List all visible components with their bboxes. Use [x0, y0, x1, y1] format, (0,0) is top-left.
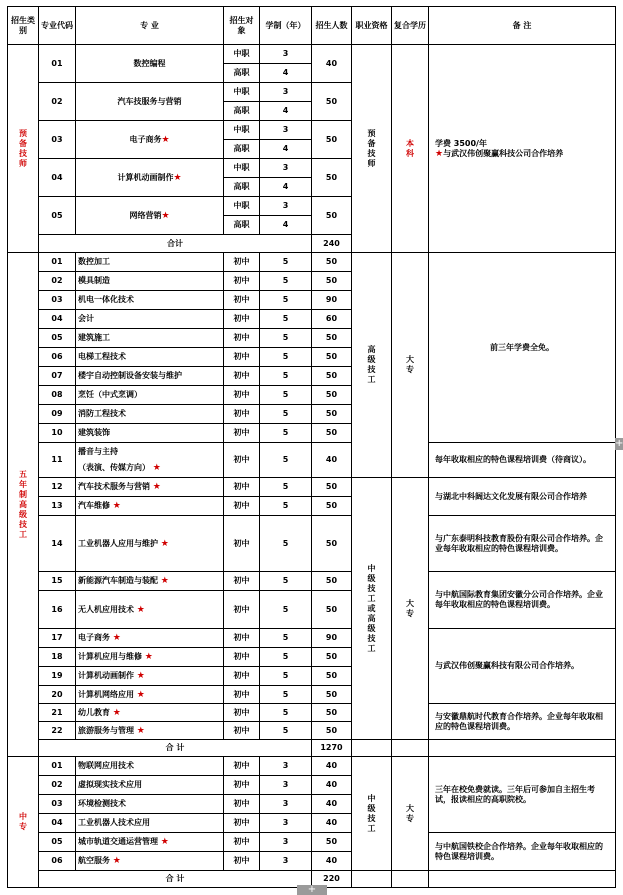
star-icon: ★ — [112, 633, 121, 643]
enroll-cell: 40 — [312, 852, 352, 871]
major-cell — [76, 159, 224, 197]
major-cell — [76, 253, 224, 272]
star-icon: ★ — [136, 725, 145, 736]
target-cell: 初中 — [224, 497, 260, 516]
remark-cell — [429, 572, 616, 629]
enroll-cell: 50 — [312, 704, 352, 722]
remark-text: 与广东泰明科技教育股份有限公司合作培养。企业每年收取相应的特色课程培训费。 — [435, 533, 603, 553]
major-name: 旅游服务与管理 — [78, 725, 134, 735]
code-cell: 01 — [39, 45, 76, 83]
target-cell: 初中 — [224, 367, 260, 386]
major-name: 航空服务 — [78, 856, 110, 865]
code-cell: 04 — [39, 159, 76, 197]
qualification-cell: 预 备 技 师 — [352, 45, 392, 253]
target-cell: 初中 — [224, 516, 260, 572]
code-cell: 01 — [39, 253, 76, 272]
duration-cell: 5 — [260, 497, 312, 516]
major-name: 数控加工 — [78, 257, 110, 266]
enroll-cell: 50 — [312, 405, 352, 424]
target-cell: 高职 — [224, 64, 260, 83]
total-value: 240 — [312, 235, 352, 253]
target-cell: 初中 — [224, 757, 260, 776]
code-cell: 17 — [39, 629, 76, 648]
expand-bottom-handle[interactable]: + — [297, 885, 327, 895]
star-icon: ★ — [160, 538, 169, 549]
major-cell — [76, 329, 224, 348]
duration-cell: 3 — [260, 121, 312, 140]
major-name: 汽车维修 — [78, 501, 110, 510]
code-cell: 02 — [39, 776, 76, 795]
code-cell: 11 — [39, 443, 76, 478]
duration-cell: 3 — [260, 83, 312, 102]
code-cell: 01 — [39, 757, 76, 776]
major-cell — [76, 45, 224, 83]
duration-cell: 3 — [260, 45, 312, 64]
target-cell: 初中 — [224, 795, 260, 814]
target-cell: 初中 — [224, 272, 260, 291]
enroll-cell: 50 — [312, 272, 352, 291]
enroll-cell: 50 — [312, 667, 352, 686]
major-cell — [76, 648, 224, 667]
major-name: 幼儿教育 — [78, 707, 110, 717]
degree-cell: 本 科 — [392, 45, 429, 253]
enroll-cell: 50 — [312, 329, 352, 348]
duration-cell: 5 — [260, 667, 312, 686]
enroll-cell: 50 — [312, 386, 352, 405]
code-cell: 15 — [39, 572, 76, 591]
star-icon: ★ — [112, 856, 121, 866]
enroll-cell: 40 — [312, 776, 352, 795]
major-cell — [76, 795, 224, 814]
remark-cell — [429, 629, 616, 704]
enroll-cell: 50 — [312, 572, 352, 591]
empty-cell — [392, 740, 429, 757]
table-row — [8, 45, 616, 64]
duration-cell: 5 — [260, 310, 312, 329]
enroll-cell: 50 — [312, 591, 352, 629]
code-cell: 05 — [39, 197, 76, 235]
enroll-cell: 40 — [312, 45, 352, 83]
table-row — [8, 629, 616, 648]
major-cell — [76, 478, 224, 497]
empty-cell — [429, 871, 616, 888]
empty-cell — [392, 871, 429, 888]
target-cell: 高职 — [224, 178, 260, 197]
major-cell — [76, 386, 224, 405]
remark-text: 前三年学费全免。 — [490, 342, 554, 352]
major-cell — [76, 424, 224, 443]
major-cell — [76, 272, 224, 291]
remark-text: 与中航国铁校企合作培养。企业每年收取相应的特色课程培训费。 — [435, 841, 603, 861]
major-cell — [76, 83, 224, 121]
major-cell — [76, 667, 224, 686]
major-name: 虚拟现实技术应用 — [78, 780, 142, 789]
major-cell — [76, 833, 224, 852]
enroll-cell: 50 — [312, 197, 352, 235]
enroll-cell: 40 — [312, 757, 352, 776]
total-row — [8, 740, 616, 757]
major-name: 模具制造 — [78, 276, 110, 285]
code-cell: 18 — [39, 648, 76, 667]
target-cell: 中职 — [224, 83, 260, 102]
major-cell — [76, 776, 224, 795]
target-cell: 初中 — [224, 591, 260, 629]
major-name: 播音与主持 — [78, 447, 118, 456]
major-cell — [76, 497, 224, 516]
duration-cell: 5 — [260, 572, 312, 591]
empty-cell — [352, 740, 392, 757]
code-cell: 21 — [39, 704, 76, 722]
duration-cell: 3 — [260, 833, 312, 852]
empty-cell — [352, 871, 392, 888]
major-cell — [76, 722, 224, 740]
category-cell: 预 备 技 师 — [8, 45, 39, 253]
duration-cell: 3 — [260, 776, 312, 795]
target-cell: 中职 — [224, 45, 260, 64]
major-cell — [76, 629, 224, 648]
major-name: 电子商务 — [129, 134, 162, 144]
code-cell: 13 — [39, 497, 76, 516]
code-cell: 10 — [39, 424, 76, 443]
header-qualification: 职业资格 — [352, 7, 392, 45]
duration-cell: 3 — [260, 814, 312, 833]
target-cell: 初中 — [224, 291, 260, 310]
code-cell: 05 — [39, 833, 76, 852]
code-cell: 12 — [39, 478, 76, 497]
table-row — [8, 704, 616, 722]
table-row — [8, 443, 616, 478]
enroll-cell: 90 — [312, 629, 352, 648]
major-name: 机电一体化技术 — [78, 295, 134, 304]
duration-cell: 5 — [260, 478, 312, 497]
duration-cell: 5 — [260, 386, 312, 405]
category-cell: 中 专 — [8, 757, 39, 888]
header-major: 专 业 — [76, 7, 224, 45]
star-icon: ★ — [160, 837, 169, 847]
duration-cell: 4 — [260, 102, 312, 121]
qualification-cell: 高 级 技 工 — [352, 253, 392, 478]
enroll-cell: 50 — [312, 121, 352, 159]
code-cell: 14 — [39, 516, 76, 572]
major-cell — [76, 443, 224, 478]
enroll-cell: 40 — [312, 814, 352, 833]
major-name: 会计 — [78, 314, 94, 323]
enroll-cell: 50 — [312, 686, 352, 704]
major-cell — [76, 516, 224, 572]
code-cell: 16 — [39, 591, 76, 629]
major-name: 工业机器人技术应用 — [78, 818, 150, 827]
target-cell: 初中 — [224, 833, 260, 852]
duration-cell: 5 — [260, 443, 312, 478]
major-cell — [76, 348, 224, 367]
star-icon: ★ — [136, 604, 145, 615]
code-cell: 04 — [39, 310, 76, 329]
empty-cell — [429, 740, 616, 757]
target-cell: 初中 — [224, 722, 260, 740]
remark-cell — [429, 443, 616, 478]
duration-cell: 5 — [260, 686, 312, 704]
major-cell — [76, 757, 224, 776]
major-name: 汽车技术服务与营销 — [78, 482, 150, 491]
target-cell: 中职 — [224, 197, 260, 216]
star-icon: ★ — [160, 576, 169, 586]
duration-cell: 5 — [260, 272, 312, 291]
star-icon: ★ — [136, 689, 145, 700]
major-name: 物联网应用技术 — [78, 761, 134, 770]
enroll-cell: 40 — [312, 795, 352, 814]
major-cell — [76, 572, 224, 591]
major-name: 电梯工程技术 — [78, 352, 126, 361]
table-row — [8, 757, 616, 776]
duration-cell: 3 — [260, 757, 312, 776]
duration-cell: 5 — [260, 648, 312, 667]
target-cell: 初中 — [224, 814, 260, 833]
header-degree: 复合学历 — [392, 7, 429, 45]
target-cell: 初中 — [224, 253, 260, 272]
code-cell: 07 — [39, 367, 76, 386]
code-cell: 03 — [39, 795, 76, 814]
remark-text: 与湖北中科阔达文化发展有限公司合作培养 — [435, 491, 587, 501]
duration-cell: 5 — [260, 348, 312, 367]
duration-cell: 4 — [260, 178, 312, 197]
major-cell — [76, 291, 224, 310]
major-name: 计算机动画制作 — [117, 172, 174, 182]
remark-line: 学费 3500/年 — [435, 138, 487, 148]
header-category: 招生类别 — [8, 7, 39, 45]
star-icon: ★ — [435, 148, 444, 159]
major-cell — [76, 121, 224, 159]
major-name: 无人机应用技术 — [78, 604, 134, 614]
target-cell: 初中 — [224, 310, 260, 329]
major-cell — [76, 686, 224, 704]
major-cell — [76, 852, 224, 871]
target-cell: 初中 — [224, 667, 260, 686]
total-value: 1270 — [312, 740, 352, 757]
major-cell — [76, 814, 224, 833]
star-icon: ★ — [152, 463, 161, 473]
target-cell: 初中 — [224, 329, 260, 348]
target-cell: 初中 — [224, 386, 260, 405]
target-cell: 初中 — [224, 424, 260, 443]
duration-cell: 5 — [260, 329, 312, 348]
remark-cell — [429, 516, 616, 572]
table-row — [8, 478, 616, 497]
category-cell: 五 年 制 高 级 技 工 — [8, 253, 39, 757]
remark-cell — [429, 253, 616, 443]
code-cell: 19 — [39, 667, 76, 686]
target-cell: 初中 — [224, 776, 260, 795]
enroll-cell: 50 — [312, 348, 352, 367]
star-icon: ★ — [161, 134, 170, 145]
major-name: 计算机动画制作 — [78, 671, 134, 680]
code-cell: 06 — [39, 348, 76, 367]
major-cell — [76, 704, 224, 722]
duration-cell: 4 — [260, 140, 312, 159]
remark-text: 每年收取相应的特色课程培训费（待商议）。 — [435, 455, 591, 464]
target-cell: 初中 — [224, 348, 260, 367]
total-value: 220 — [312, 871, 352, 888]
major-name: 计算机网络应用 — [78, 689, 134, 699]
major-cell — [76, 197, 224, 235]
major-name: 数控编程 — [133, 58, 166, 68]
header-duration: 学制（年） — [260, 7, 312, 45]
code-cell: 06 — [39, 852, 76, 871]
target-cell: 高职 — [224, 140, 260, 159]
target-cell: 初中 — [224, 648, 260, 667]
major-name: 城市轨道交通运营管理 — [78, 837, 158, 846]
duration-cell: 5 — [260, 367, 312, 386]
enroll-cell: 50 — [312, 722, 352, 740]
star-icon: ★ — [112, 707, 121, 718]
duration-cell: 5 — [260, 405, 312, 424]
star-icon: ★ — [144, 652, 153, 662]
header-remark: 备 注 — [429, 7, 616, 45]
enroll-cell: 90 — [312, 291, 352, 310]
code-cell: 04 — [39, 814, 76, 833]
table-row — [8, 253, 616, 272]
remark-cell — [429, 757, 616, 833]
target-cell: 初中 — [224, 478, 260, 497]
total-label: 合 计 — [39, 871, 312, 888]
degree-cell: 大 专 — [392, 253, 429, 478]
major-cell — [76, 591, 224, 629]
duration-cell: 3 — [260, 852, 312, 871]
target-cell: 初中 — [224, 686, 260, 704]
code-cell: 03 — [39, 291, 76, 310]
enroll-cell: 50 — [312, 478, 352, 497]
expand-right-handle[interactable]: + — [615, 438, 623, 449]
star-icon: ★ — [136, 671, 145, 681]
remark-text: 三年在校免费就读。三年后可参加自主招生考试，报读相应的高职院校。 — [435, 784, 595, 804]
target-cell: 初中 — [224, 443, 260, 478]
duration-cell: 5 — [260, 722, 312, 740]
star-icon: ★ — [112, 501, 121, 511]
major-name: 汽车技服务与营销 — [117, 96, 182, 106]
major-name: 网络营销 — [129, 210, 162, 220]
major-name: 建筑施工 — [78, 333, 110, 342]
major-cell — [76, 405, 224, 424]
target-cell: 初中 — [224, 852, 260, 871]
header-target: 招生对象 — [224, 7, 260, 45]
duration-cell: 5 — [260, 253, 312, 272]
duration-cell: 3 — [260, 159, 312, 178]
enroll-cell: 50 — [312, 424, 352, 443]
major-cell — [76, 310, 224, 329]
qualification-cell: 中 级 技 工 或 高 级 技 工 — [352, 478, 392, 740]
star-icon: ★ — [161, 210, 170, 221]
duration-cell: 5 — [260, 591, 312, 629]
enroll-cell: 50 — [312, 516, 352, 572]
enroll-cell: 50 — [312, 159, 352, 197]
enroll-cell: 50 — [312, 648, 352, 667]
major-name: 烹饪（中式烹调） — [78, 390, 142, 399]
table-row — [8, 572, 616, 591]
duration-cell: 5 — [260, 424, 312, 443]
target-cell: 中职 — [224, 121, 260, 140]
remark-cell — [429, 45, 616, 253]
major-name: 工业机器人应用与维护 — [78, 538, 158, 548]
remark-text: 与武汉伟创聚赢科技有限公司合作培养。 — [435, 661, 579, 670]
total-label: 合计 — [39, 235, 312, 253]
duration-cell: 5 — [260, 704, 312, 722]
major-name: 楼宇自动控制设备安装与维护 — [78, 371, 182, 380]
target-cell: 高职 — [224, 102, 260, 121]
star-icon: ★ — [173, 172, 182, 183]
table-row — [8, 516, 616, 572]
star-icon: ★ — [152, 482, 161, 492]
enroll-cell: 50 — [312, 253, 352, 272]
enrollment-table — [7, 6, 616, 888]
degree-cell: 大 专 — [392, 478, 429, 740]
code-cell: 02 — [39, 272, 76, 291]
target-cell: 初中 — [224, 704, 260, 722]
duration-cell: 5 — [260, 291, 312, 310]
target-cell: 初中 — [224, 629, 260, 648]
code-cell: 08 — [39, 386, 76, 405]
header-row — [8, 7, 616, 45]
duration-cell: 3 — [260, 197, 312, 216]
degree-cell: 大 专 — [392, 757, 429, 871]
target-cell: 初中 — [224, 572, 260, 591]
duration-cell: 5 — [260, 629, 312, 648]
duration-cell: 4 — [260, 216, 312, 235]
qualification-cell: 中 级 技 工 — [352, 757, 392, 871]
major-name-sub: （表演、传媒方向） — [78, 463, 150, 472]
header-enroll: 招生人数 — [312, 7, 352, 45]
code-cell: 05 — [39, 329, 76, 348]
enroll-cell: 50 — [312, 367, 352, 386]
duration-cell: 5 — [260, 516, 312, 572]
target-cell: 中职 — [224, 159, 260, 178]
duration-cell: 4 — [260, 64, 312, 83]
major-name: 新能源汽车制造与装配 — [78, 576, 158, 585]
major-name: 环境检测技术 — [78, 799, 126, 808]
remark-cell — [429, 704, 616, 740]
remark-text: 与中航国际教育集团安徽分公司合作培养。企业每年收取相应的特色课程培训费。 — [435, 590, 603, 609]
major-name: 消防工程技术 — [78, 409, 126, 418]
total-label: 合 计 — [39, 740, 312, 757]
duration-cell: 3 — [260, 795, 312, 814]
code-cell: 02 — [39, 83, 76, 121]
code-cell: 20 — [39, 686, 76, 704]
remark-text: 与安徽鼎航时代教育合作培养。企业每年收取相应的特色课程培训费。 — [435, 711, 603, 731]
major-name: 电子商务 — [78, 633, 110, 642]
remark-cell — [429, 478, 616, 516]
target-cell: 高职 — [224, 216, 260, 235]
enroll-cell: 60 — [312, 310, 352, 329]
target-cell: 初中 — [224, 405, 260, 424]
major-cell — [76, 367, 224, 386]
code-cell: 09 — [39, 405, 76, 424]
remark-line: 与武汉伟创聚赢科技公司合作培养 — [443, 148, 564, 158]
header-code: 专业代码 — [39, 7, 76, 45]
code-cell: 22 — [39, 722, 76, 740]
enroll-cell: 50 — [312, 83, 352, 121]
remark-cell — [429, 833, 616, 871]
major-name: 建筑装饰 — [78, 428, 110, 437]
major-name: 计算机应用与维修 — [78, 652, 142, 661]
table-row — [8, 833, 616, 852]
enroll-cell: 50 — [312, 833, 352, 852]
enroll-cell: 50 — [312, 497, 352, 516]
code-cell: 03 — [39, 121, 76, 159]
enroll-cell: 40 — [312, 443, 352, 478]
